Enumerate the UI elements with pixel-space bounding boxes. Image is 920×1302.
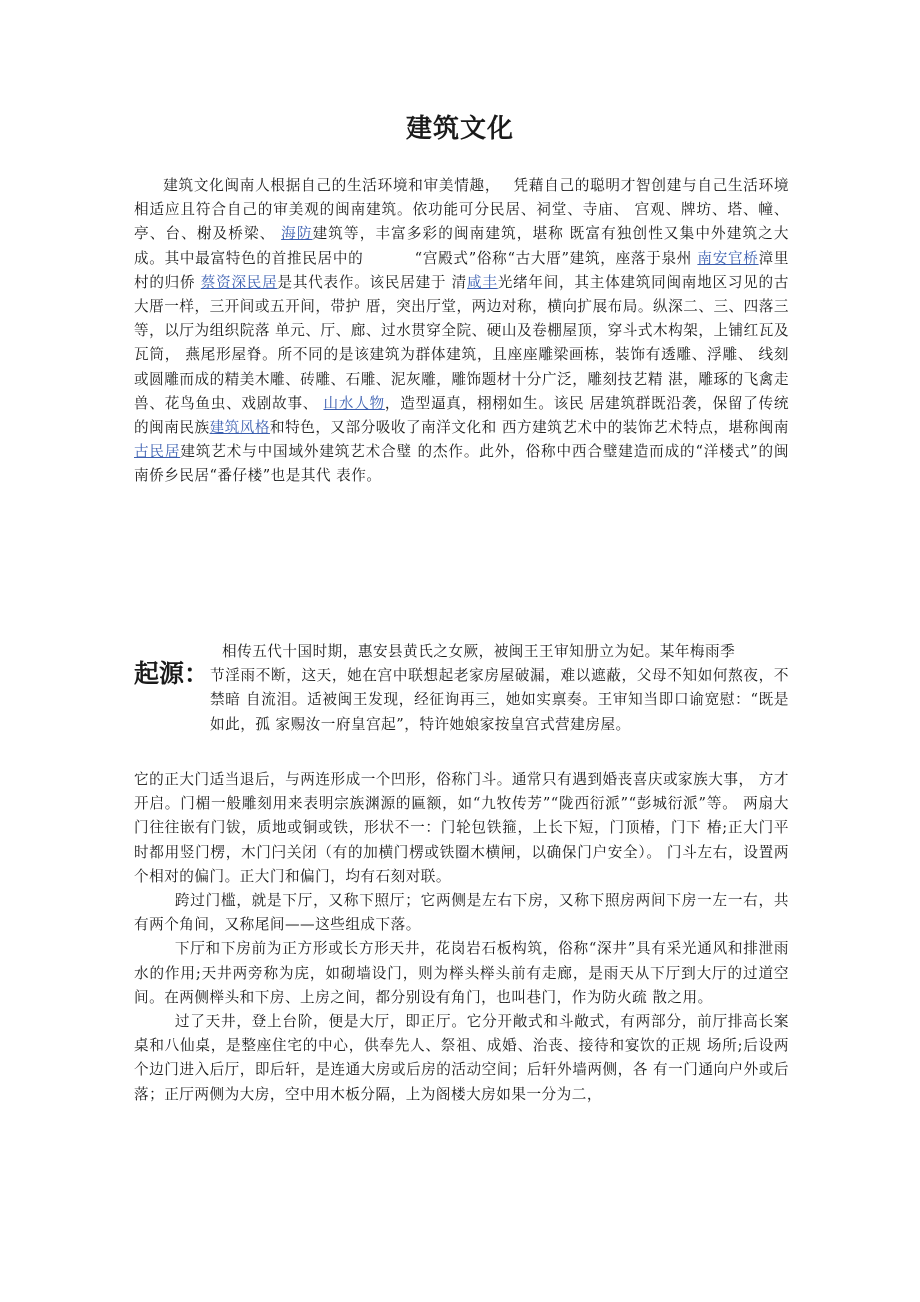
intro-text: 建筑艺术与中国域外建筑艺术合璧 的杰作。此外，俗称中西合璧建造而成的“洋楼式”的闽南侨乡民居“番仔楼”也是其代 表作。 — [134, 443, 789, 485]
origin-line-1: 相传五代十国时期，惠安县黄氏之女厥，被闽王王审知册立为妃。某年梅雨季 — [222, 643, 736, 660]
link-shanshui-renwu[interactable]: 山水人物 — [323, 394, 385, 412]
body-paragraph-4: 过了天井，登上台阶，便是大厅，即正厅。它分开敞式和斗敞式，有两部分，前厅排高长案桌和八仙桌，是整座住宅的中心，供奉先人、祭祖、成婚、治丧、接待和宴饮的正规 场所;后设两个边门进入后厅，即后轩，是连通大房或后房的活动空间；后轩外墙两侧，各 有一门通向户外或后落；正厅两侧为大房，空中用木板分隔，上为阁楼大房如果一分为二， — [134, 1013, 789, 1103]
link-haifang[interactable]: 海防 — [281, 225, 313, 243]
intro-text: 建筑文化闽南人根据自己的生活环境和审美情趣， 凭藉自己的聪明才智创建与自己生活环境相适应且符合自己的审美观的闽南建筑。依功能可分民居、祠堂、寺庙、 宫观、牌坊、塔、幢、亭、台、榭及桥梁、 — [134, 177, 789, 243]
intro-text: 和特色，又部分吸收了南洋文化和 西方建筑艺术中的装饰艺术特点，堪称闽南 — [270, 419, 789, 437]
intro-paragraph — [134, 174, 789, 489]
link-jianzhu-fengge[interactable]: 建筑风格 — [209, 419, 271, 437]
body-paragraph-2: 跨过门槛，就是下厅，又称下照厅；它两侧是左右下房，又称下照房两间下房一左一右，共有两个角间，又称尾间——这些组成下落。 — [134, 892, 789, 934]
link-xianfeng[interactable]: 咸丰 — [467, 273, 498, 291]
origin-section — [134, 640, 789, 737]
intro-text: 建筑等，丰富多彩的闽南建筑，堪称 既富有独创性又集中外建筑之大成。其中最富特色的首推民居中的 “宫殿式”俗称“古大厝”建筑，座落于泉州 — [134, 225, 789, 267]
link-caizishen-minju[interactable]: 蔡资深民居 — [200, 273, 278, 291]
link-nanan-guanqiao[interactable]: 南安官桥 — [697, 249, 759, 267]
intro-text: ，造型逼真，栩栩如生。该民 居建筑群既沿袭，保留了传统的闽南民族 — [134, 394, 789, 437]
origin-body: 节淫雨不断，这天，她在宫中联想起老家房屋破漏，难以遮蔽，父母不知如何熬夜，不禁暗 自流泪。适被闽王发现，经征询再三，她如实禀奏。王审知当即口谕宽慰：“既是如此，孤 家赐汝一府皇宫起”，特许她娘家按皇宫式营建房屋。 — [210, 667, 789, 733]
intro-text: 光绪年间，其主体建筑同闽南地区习见的古大厝一样，三开间或五开间，带护 厝，突出厅堂，两边对称，横向扩展布局。纵深二、三、四落三等，以厅为组织院落 单元、厅、廊、过水贯穿全院、硬山及卷棚屋顶，穿斗式木构架，上铺红瓦及瓦筒， 燕尾形屋脊。所不同的是该建筑为群体建筑，且座座雕梁画栋，装饰有透雕、浮雕、 线刻或圆雕而成的精美木雕、砖雕、石雕、泥灰雕，雕饰题材十分广泛，雕刻技艺精 湛，雕琢的飞禽走兽、花鸟鱼虫、戏剧故事、 — [134, 273, 789, 412]
body-paragraph-3: 下厅和下房前为正方形或长方形天井，花岗岩石板构筑，俗称“深井”具有采光通风和排泄雨水的作用;天井两旁称为庑，如砌墙设门，则为榉头榉头前有走廊，是雨天从下厅到大厅的过道空间。在两侧榉头和下房、上房之间，都分别设有角门，也叫巷门，作为防火疏 散之用。 — [134, 940, 789, 1006]
intro-text: 是其代表作。该民居建于 清 — [277, 273, 467, 291]
body-paragraph-1: 它的正大门适当退后，与两连形成一个凹形，俗称门斗。通常只有遇到婚丧喜庆或家族大事， 方才开启。门楣一般雕刻用来表明宗族渊源的匾额，如“九牧传芳”“陇西衍派”“彭城衍派”等。 两扇大门往往嵌有门钹，质地或铜或铁，形状不一：门轮包铁箍，上长下短，门顶椿，门下 椿;正大门平时都用竖门楞，木门闩关闭（有的加横门楞或铁圈木横闸，以确保门户安全）。 门斗左右，设置两个相对的偏门。正大门和偏门，均有石刻对联。 — [134, 771, 789, 885]
origin-heading: 起源： — [134, 659, 210, 688]
body-section — [134, 768, 789, 1107]
link-gu-minju[interactable]: 古民居 — [134, 443, 181, 461]
intro-text: 漳里村的归侨 — [134, 249, 789, 291]
page-title: 建筑文化 — [405, 114, 514, 144]
